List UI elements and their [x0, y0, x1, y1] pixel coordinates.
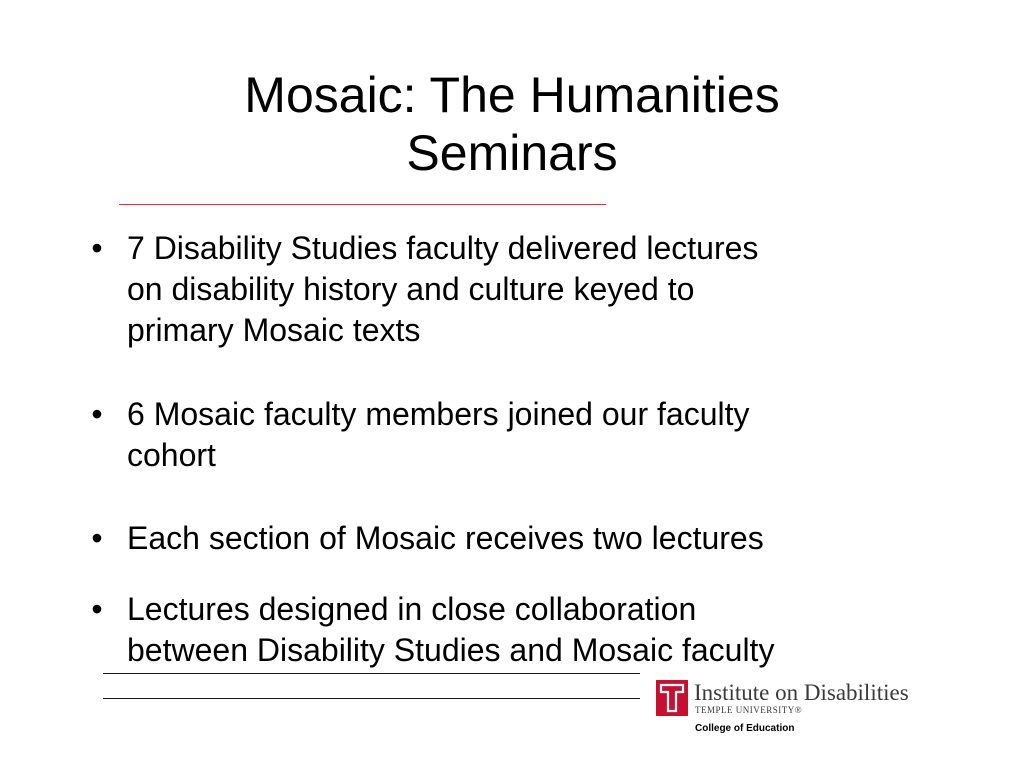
slide-title [100, 66, 924, 182]
bullet-marker: • [91, 520, 103, 556]
bullet-marker: • [91, 396, 103, 432]
temple-t-logo-graphic [656, 680, 688, 716]
bullet-line: 6 Mosaic faculty members joined our faculty [127, 396, 750, 432]
bullet-item-faculty-lectures [85, 228, 965, 351]
bullet-line: on disability history and culture keyed to [127, 271, 695, 307]
bullet-line: Lectures designed in close collaboration [127, 591, 697, 627]
college-name: College of Education [695, 723, 795, 734]
title-underline-rule [119, 204, 606, 205]
bullet-item-collaboration [85, 589, 965, 671]
bullet-item-mosaic-faculty [85, 394, 965, 476]
university-name: TEMPLE UNIVERSITY® [695, 705, 803, 715]
bullet-list [85, 228, 965, 671]
footer-rule-top [103, 673, 640, 674]
temple-t-logo-icon [656, 680, 688, 716]
bullet-marker: • [91, 230, 103, 266]
bullet-marker: • [91, 591, 103, 627]
slide-title-line-2: Seminars [406, 125, 618, 181]
slide-title-line-1: Mosaic: The Humanities [244, 67, 780, 123]
bullet-line: cohort [127, 437, 216, 473]
bullet-line: 7 Disability Studies faculty delivered lectures [127, 230, 759, 266]
bullet-item-section-lectures [85, 518, 965, 559]
bullet-line: Each section of Mosaic receives two lectures [127, 520, 764, 556]
footer-rule-bottom [103, 698, 640, 699]
bullet-line: between Disability Studies and Mosaic faculty [127, 632, 775, 668]
bullet-line: primary Mosaic texts [127, 312, 421, 348]
org-name: Institute on Disabilities [694, 680, 909, 705]
